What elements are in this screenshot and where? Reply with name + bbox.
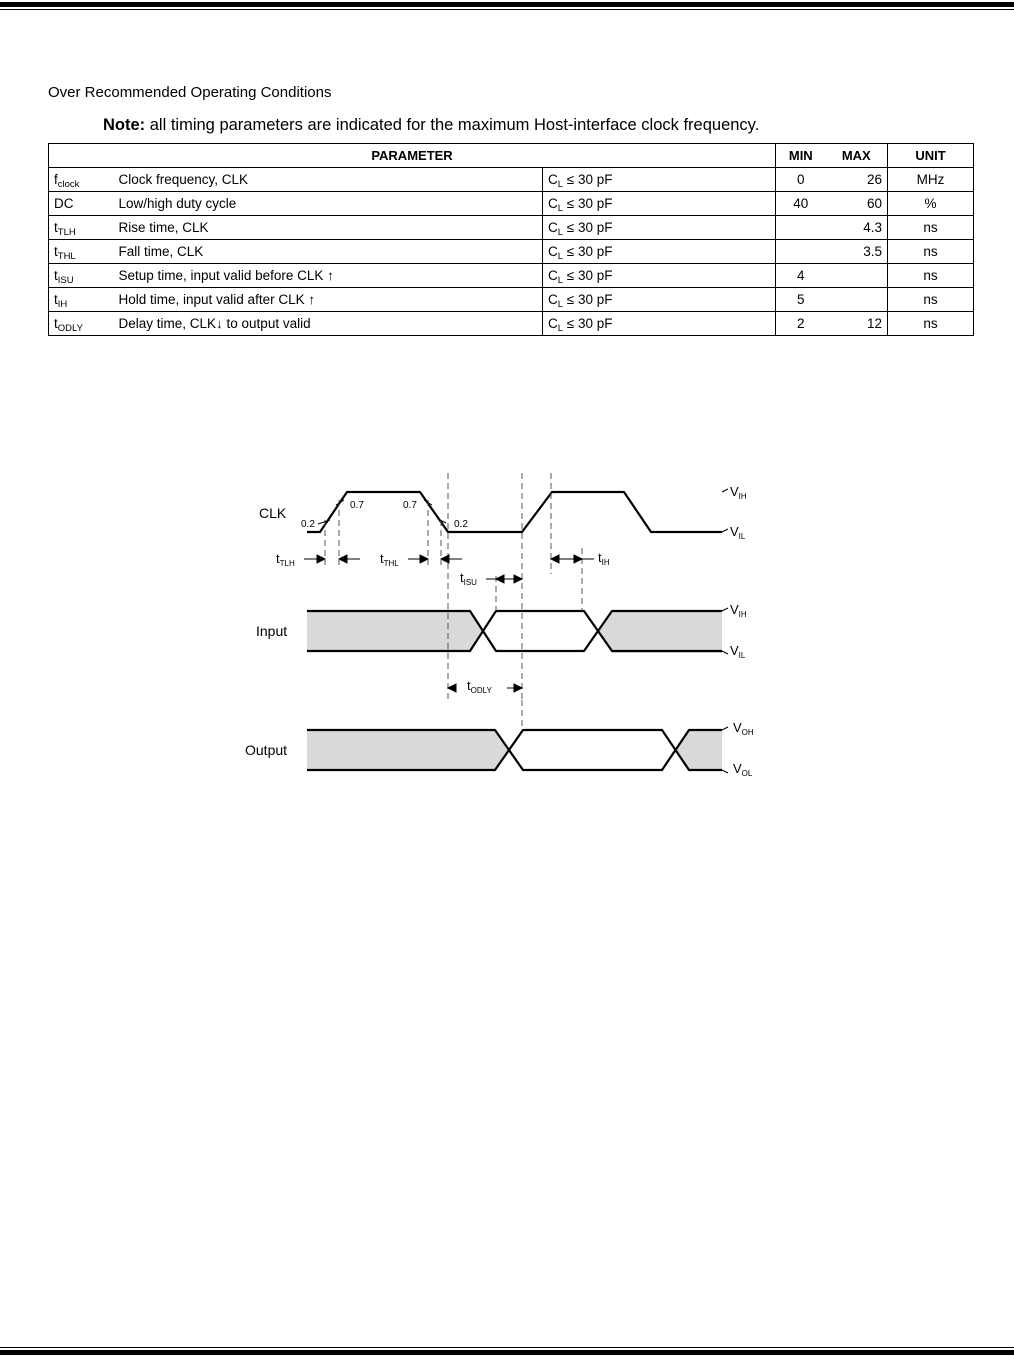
param-max: 3.5 (826, 240, 888, 264)
condition-sub: L (557, 275, 564, 286)
tick-voh-output (722, 727, 728, 730)
condition-symbol: C (548, 220, 558, 235)
condition-sub: L (557, 251, 564, 262)
condition-value: ≤ 30 pF (563, 316, 613, 331)
tick-vol-output (722, 770, 728, 773)
arrow-tlh-right-head (339, 555, 347, 563)
param-symbol-main: t (54, 220, 58, 235)
timing-label-isu: $t_{ISU}$ (460, 570, 477, 587)
input-shade-right (599, 611, 722, 653)
arrow-tlh-left-head (317, 555, 325, 563)
param-unit: ns (888, 264, 974, 288)
param-unit: ns (888, 312, 974, 336)
condition-value: ≤ 30 pF (563, 244, 613, 259)
param-symbol-sub: THL (57, 251, 76, 262)
condition-symbol: C (548, 268, 558, 283)
header-unit: UNIT (888, 144, 974, 168)
tick-vih-clk (722, 489, 728, 492)
output-shade-left (307, 730, 509, 770)
section-heading: Over Recommended Operating Conditions (48, 84, 332, 101)
param-symbol-sub: clock (57, 179, 80, 190)
param-description: Clock frequency, CLK (114, 168, 543, 192)
output-shade-right (676, 730, 722, 770)
param-unit: ns (888, 216, 974, 240)
param-min: 40 (776, 192, 826, 216)
arrow-isu-right-head (514, 575, 522, 583)
arrow-thl-right-head (441, 555, 449, 563)
tick-vil-input (722, 651, 728, 654)
arrow-odly-right-head (514, 684, 522, 692)
param-description: Low/high duty cycle (114, 192, 543, 216)
level-label-vil-clk: $V_{IL}$ (730, 524, 746, 541)
param-unit: % (888, 192, 974, 216)
param-unit: MHz (888, 168, 974, 192)
param-max: 12 (826, 312, 888, 336)
threshold-label-high-rise: 0.7 (350, 500, 364, 511)
signal-label-output: Output (245, 742, 288, 758)
param-min: 4 (776, 264, 826, 288)
param-symbol-main: DC (54, 196, 74, 211)
condition-value: ≤ 30 pF (563, 196, 613, 211)
param-max: 60 (826, 192, 888, 216)
param-max: 4.3 (826, 216, 888, 240)
tick-vih-input (722, 608, 728, 611)
tick-vil-clk (722, 529, 728, 532)
note-label: Note: (103, 116, 146, 134)
condition-sub: L (557, 299, 564, 310)
param-symbol-main: t (54, 316, 58, 331)
param-symbol-main: t (54, 244, 58, 259)
level-label-voh-output: $V_{OH}$ (733, 720, 754, 737)
param-max: 26 (826, 168, 888, 192)
condition-value: ≤ 30 pF (563, 220, 613, 235)
level-label-vol-output: $V_{OL}$ (733, 761, 753, 778)
clk-waveform (307, 492, 722, 532)
condition-symbol: C (548, 172, 558, 187)
param-symbol-main: t (54, 292, 58, 307)
param-symbol-main: f (54, 172, 58, 187)
condition-symbol: C (548, 196, 558, 211)
condition-sub: L (557, 203, 564, 214)
arrow-ih-left-head (551, 555, 559, 563)
param-symbol-sub: TLH (57, 227, 76, 238)
param-description: Fall time, CLK (114, 240, 543, 264)
header-max: MAX (826, 144, 888, 168)
timing-label-thl: $t_{THL}$ (380, 551, 399, 568)
condition-symbol: C (548, 244, 558, 259)
arrow-isu-left-head (496, 575, 504, 583)
signal-label-clk: CLK (259, 505, 287, 521)
param-description: Delay time, CLK↓ to output valid (114, 312, 543, 336)
threshold-label-low-rise: 0.2 (301, 519, 315, 530)
timing-label-odly: $t_{ODLY}$ (467, 678, 492, 695)
signal-label-input: Input (256, 623, 288, 639)
level-label-vil-input: $V_{IL}$ (730, 643, 746, 660)
param-unit: ns (888, 240, 974, 264)
threshold-label-low-fall: 0.2 (454, 519, 468, 530)
arrow-ih-right-head (574, 555, 582, 563)
level-label-vih-input: $V_{IH}$ (730, 602, 747, 619)
input-shade-left (307, 611, 484, 651)
condition-symbol: C (548, 316, 558, 331)
param-min: 2 (776, 312, 826, 336)
condition-sub: L (557, 227, 564, 238)
bottom-rule-thin (0, 1347, 1014, 1348)
note-text: all timing parameters are indicated for the maximum Host-interface clock frequency. (145, 116, 760, 134)
param-symbol-main: t (54, 268, 58, 283)
header-parameter: PARAMETER (49, 144, 776, 168)
param-unit: ns (888, 288, 974, 312)
condition-sub: L (557, 323, 564, 334)
condition-value: ≤ 30 pF (563, 268, 613, 283)
timing-label-ih: $t_{IH}$ (598, 550, 610, 567)
param-description: Hold time, input valid after CLK ↑ (114, 288, 543, 312)
threshold-label-high-fall: 0.7 (403, 500, 417, 511)
condition-symbol: C (548, 292, 558, 307)
header-min: MIN (776, 144, 826, 168)
param-min: 0 (776, 168, 826, 192)
condition-value: ≤ 30 pF (563, 172, 613, 187)
condition-value: ≤ 30 pF (563, 292, 613, 307)
param-description: Rise time, CLK (114, 216, 543, 240)
param-min: 5 (776, 288, 826, 312)
arrow-odly-left-head (448, 684, 456, 692)
level-label-vih-clk: $V_{IH}$ (730, 484, 747, 501)
bottom-rule-thick (0, 1350, 1014, 1355)
param-description: Setup time, input valid before CLK ↑ (114, 264, 543, 288)
param-symbol-sub: ODLY (57, 323, 83, 334)
timing-label-tlh: $t_{TLH}$ (276, 551, 295, 568)
param-symbol-sub: IH (57, 299, 68, 310)
param-symbol-sub: ISU (57, 275, 74, 286)
arrow-thl-left-head (420, 555, 428, 563)
condition-sub: L (557, 179, 564, 190)
mark-low-threshold (318, 520, 330, 524)
